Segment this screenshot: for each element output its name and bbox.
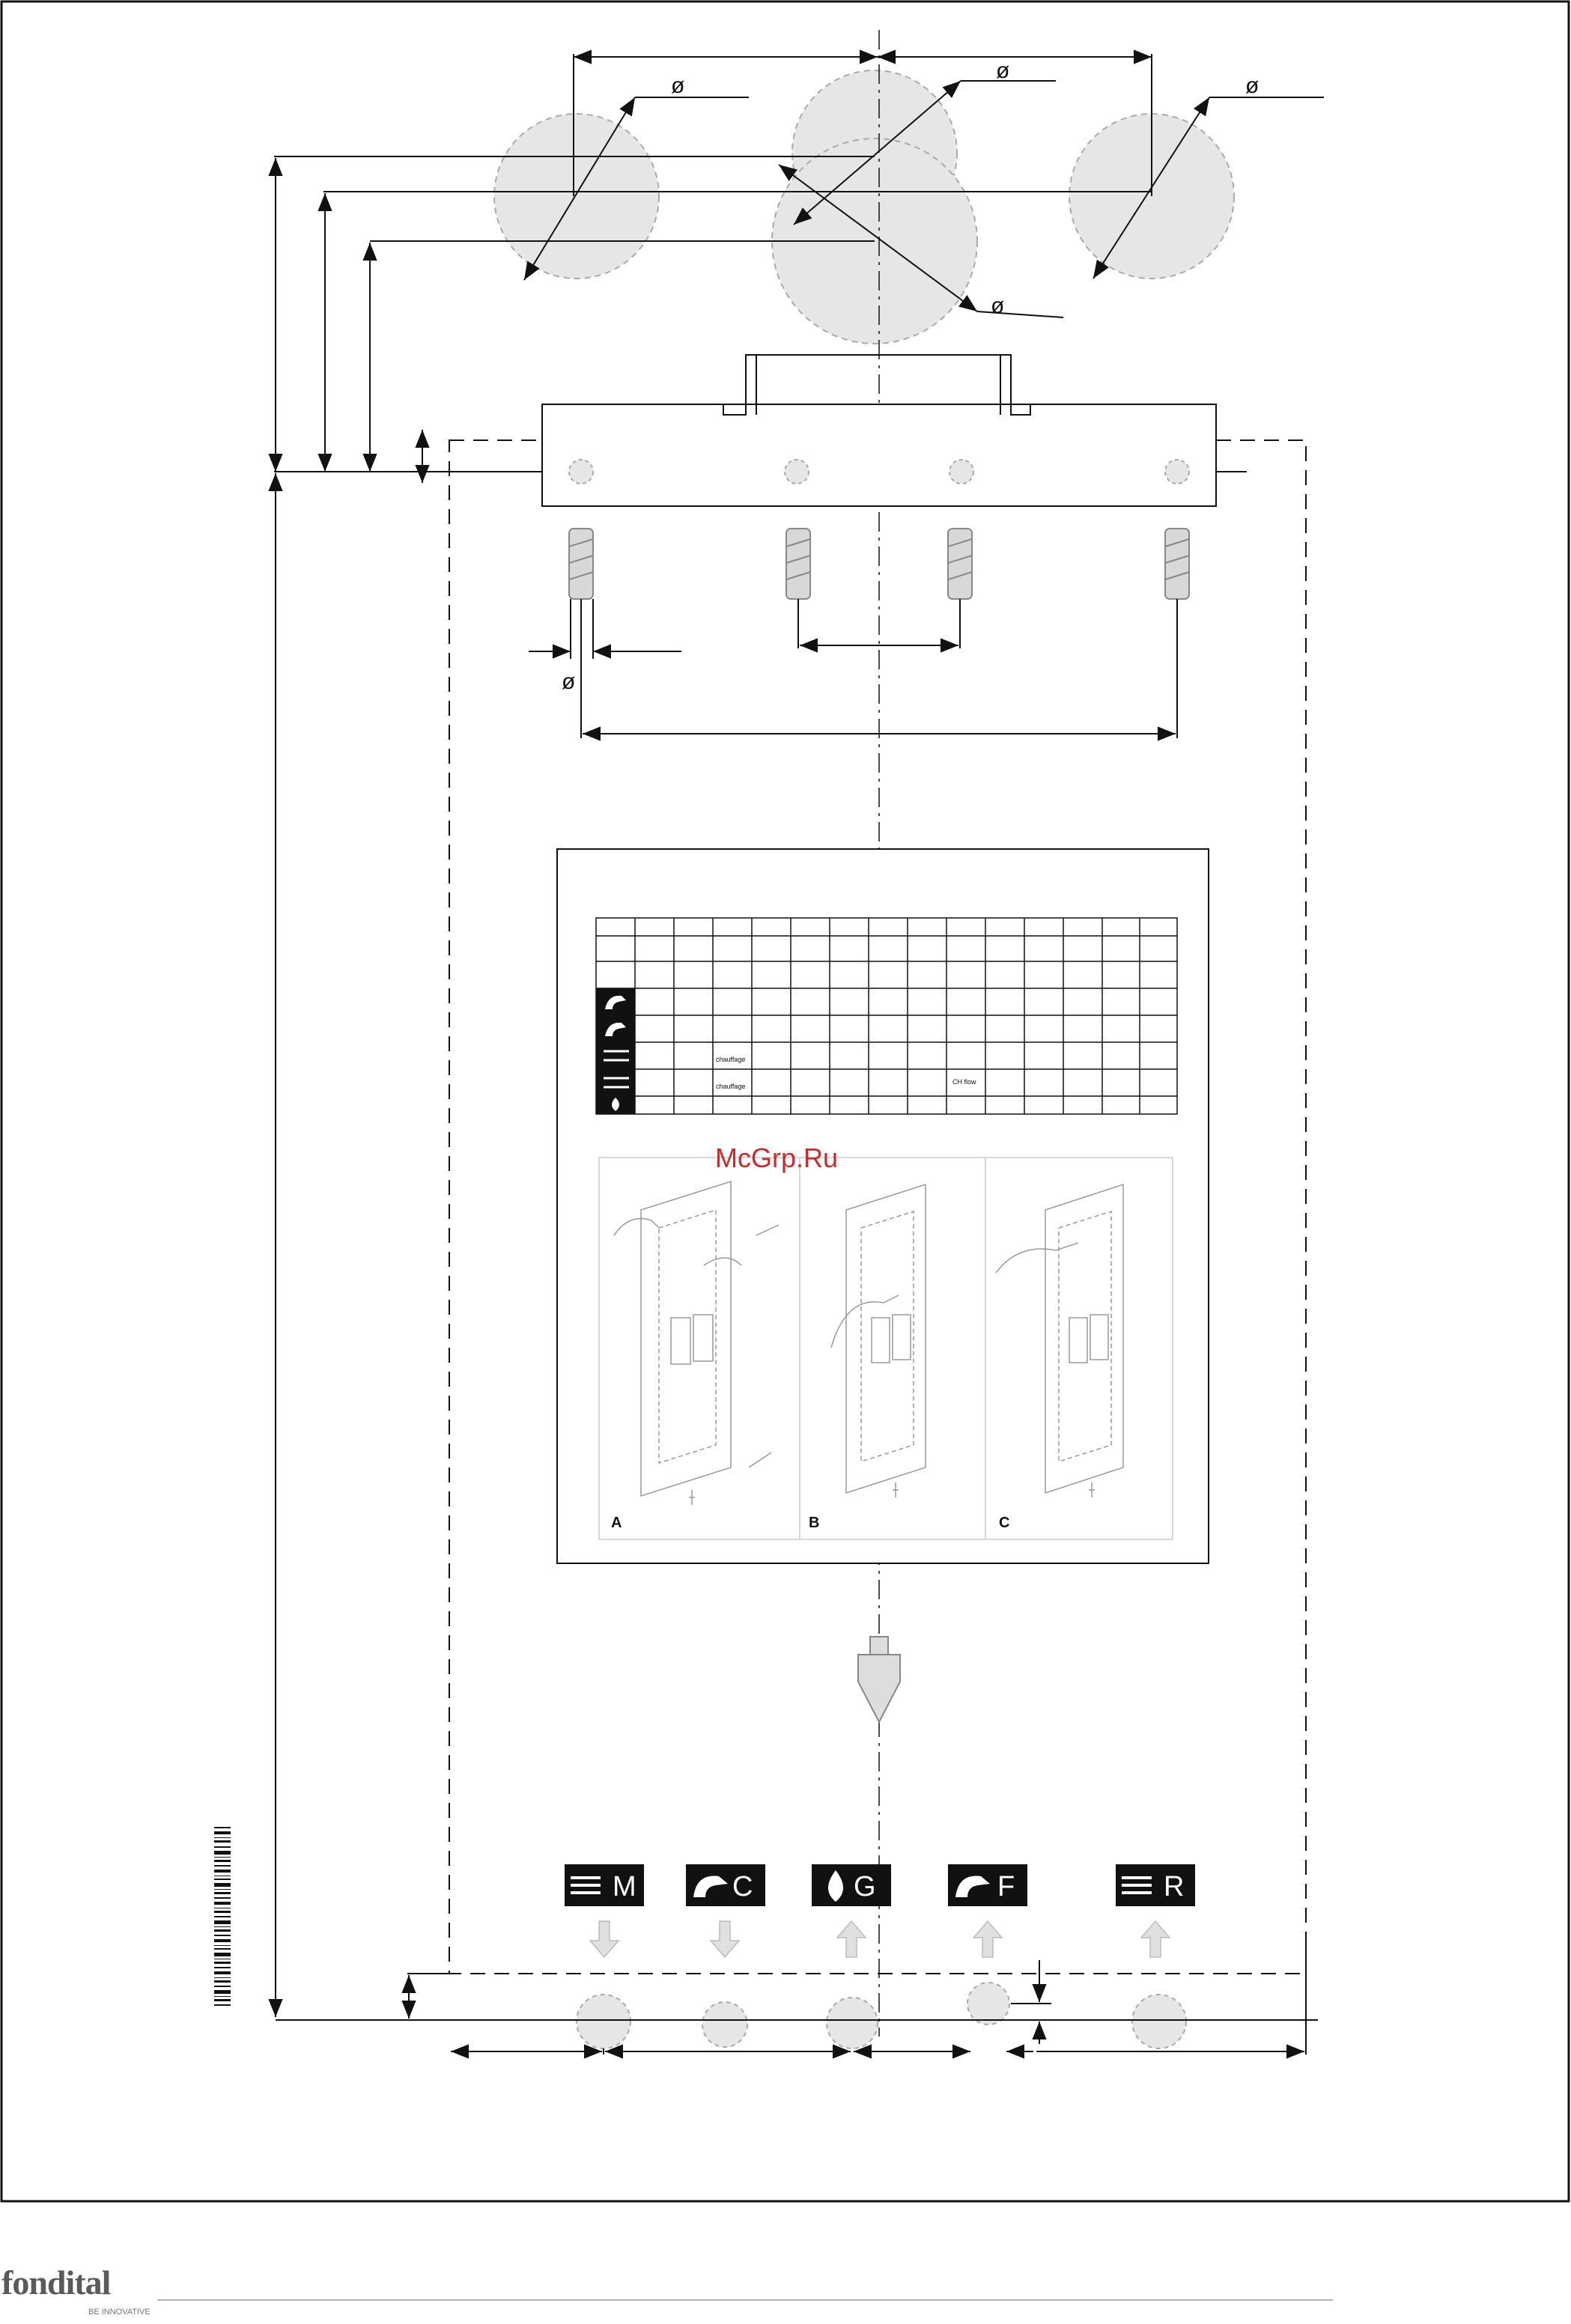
instruction-panel: [557, 849, 1209, 1563]
diameter-label-left: ø: [671, 73, 685, 98]
brand-tagline: BE INNOVATIVE: [88, 2308, 151, 2317]
wall-plug-3: [948, 529, 972, 599]
pipe-m: [577, 1995, 630, 2048]
flue-circles: [494, 70, 1234, 344]
table-cell-ch-flow: CH flow: [952, 1078, 976, 1086]
flow-arrows: [590, 1921, 1170, 1957]
flue-circle-left: [494, 114, 659, 279]
diameter-label-plug: ø: [562, 669, 576, 694]
arrow-down-c: [711, 1921, 739, 1957]
arrow-down-m: [590, 1921, 619, 1957]
arrow-up-r: [1141, 1921, 1170, 1957]
table-cell-chauffage-2: chauffage: [716, 1083, 746, 1090]
table-row-icons: [596, 988, 635, 1114]
barcode: [214, 1827, 231, 2006]
connection-letter-c: C: [732, 1871, 753, 1902]
pipe-g: [827, 1998, 878, 2048]
pipe-r: [1132, 1995, 1186, 2048]
wall-plug-4: [1165, 529, 1189, 599]
pipe-f: [967, 1983, 1009, 2025]
pipe-c: [702, 2002, 747, 2047]
connection-pipes: [577, 1983, 1186, 2048]
diameter-label-top: ø: [996, 58, 1010, 83]
radiator-icon: [596, 1042, 635, 1069]
diameter-label-right: ø: [1245, 73, 1259, 98]
connection-badges: [565, 1864, 1195, 1906]
radiator-icon: [596, 1069, 635, 1096]
plumb-bob: [858, 1637, 900, 1722]
wall-plug-2: [786, 529, 810, 599]
arrow-up-f: [973, 1921, 1002, 1957]
connection-letter-g: G: [854, 1871, 876, 1902]
brand-logo: fondital: [1, 2263, 111, 2302]
connection-letter-f: F: [997, 1871, 1015, 1902]
connection-letter-r: R: [1164, 1871, 1185, 1902]
step-label-b: B: [809, 1515, 820, 1531]
plug-dimensions: [529, 599, 1177, 738]
connection-letter-m: M: [613, 1871, 636, 1902]
step-label-c: C: [999, 1515, 1010, 1531]
diameter-label-center: ø: [991, 293, 1005, 318]
step-label-a: A: [611, 1515, 622, 1531]
wall-plug-1: [569, 529, 593, 599]
connection-badge-g: [812, 1864, 891, 1906]
watermark: McGrp.Ru: [715, 1143, 839, 1173]
table-cell-chauffage-1: chauffage: [716, 1056, 746, 1063]
arrow-up-g: [837, 1921, 866, 1957]
